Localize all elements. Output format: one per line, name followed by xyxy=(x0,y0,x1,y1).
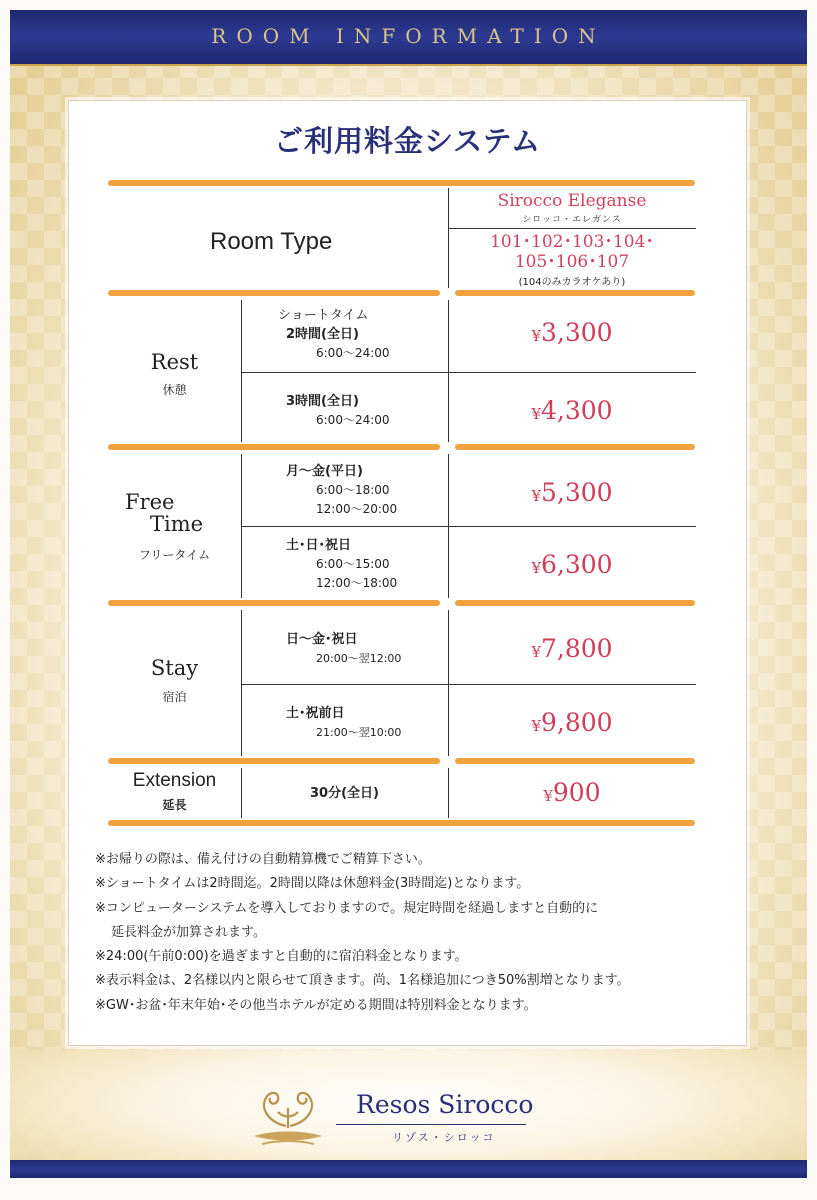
extension-label-jp: 延長 xyxy=(162,798,187,812)
free-label-jp: フリータイム xyxy=(138,548,211,562)
price-value: 7,800 xyxy=(540,634,613,663)
slot-time: 6:00～24:00 xyxy=(316,346,390,360)
price-value: 900 xyxy=(552,778,601,807)
separator-free-right xyxy=(455,600,695,606)
note-item: ※24:00(午前0:00)を過ぎますと自動的に宿泊料金となります。 xyxy=(95,949,468,965)
extension-slot: 30分(全日) xyxy=(310,786,379,801)
yen-symbol: ¥ xyxy=(531,643,541,661)
yen-symbol: ¥ xyxy=(531,559,541,577)
rest-slot-3h xyxy=(286,392,390,430)
separator-header-left xyxy=(108,290,440,296)
yen-symbol: ¥ xyxy=(531,487,541,505)
rest-slot-short xyxy=(278,306,390,363)
swan-logo-icon xyxy=(248,1078,328,1148)
extension-label-en: Extension xyxy=(132,770,217,791)
room-name: Sirocco Eleganse xyxy=(497,191,647,211)
price-value: 6,300 xyxy=(540,550,613,579)
price-free-weekday xyxy=(448,478,696,507)
slot-time: 6:00～24:00 xyxy=(316,413,390,427)
yen-symbol: ¥ xyxy=(531,717,541,735)
rest-row-rule xyxy=(241,372,696,373)
room-numbers xyxy=(448,232,696,272)
room-numbers-line2: 105･106･107 xyxy=(514,252,630,272)
notes-list xyxy=(95,848,630,1018)
free-label-en-1: Free xyxy=(125,490,175,514)
stay-label-en: Stay xyxy=(150,656,199,680)
slot-time: 20:00～翌12:00 xyxy=(316,652,402,665)
brand-underline xyxy=(336,1124,526,1125)
yen-symbol: ¥ xyxy=(543,787,553,805)
room-name-jp: シロッコ・エレガンス xyxy=(522,215,622,225)
stay-slot-weekend xyxy=(286,704,401,742)
brand-name: Resos Sirocco xyxy=(356,1090,534,1119)
separator-rest-right xyxy=(455,444,695,450)
slot-title: 3時間(全日) xyxy=(286,394,359,409)
slot-time: 12:00～18:00 xyxy=(316,576,398,590)
slot-title: 2時間(全日) xyxy=(286,327,359,342)
note-item: ※表示料金は、2名様以内と限らせて頂きます。尚、1名様追加につき50%割増となります。 xyxy=(95,973,630,989)
separator-top xyxy=(108,180,695,186)
slot-pre-title: ショートタイム xyxy=(278,308,369,323)
slot-time: 6:00～18:00 xyxy=(316,483,390,497)
slot-title: 月～金(平日) xyxy=(286,464,363,479)
header-bar xyxy=(10,10,807,66)
price-value: 4,300 xyxy=(540,396,613,425)
header-title: ROOM INFORMATION xyxy=(211,24,606,48)
note-item: ※コンピューターシステムを導入しておりますので。規定時間を経過しますと自動的に xyxy=(95,900,599,916)
free-row-rule xyxy=(241,526,696,527)
price-free-weekend xyxy=(448,550,696,579)
stay-label-jp: 宿泊 xyxy=(162,690,187,704)
separator-header-right xyxy=(455,290,695,296)
brand-kana: リゾス・シロッコ xyxy=(392,1131,496,1144)
price-value: 9,800 xyxy=(540,708,613,737)
rest-divider-a xyxy=(241,300,242,442)
footer-bar xyxy=(10,1160,807,1178)
room-numbers-line1: 101･102･103･104･ xyxy=(490,232,654,252)
slot-title: 土･祝前日 xyxy=(286,706,345,721)
room-type-label: Room Type xyxy=(210,228,333,255)
rest-label-jp: 休憩 xyxy=(162,383,187,397)
note-item: ※お帰りの際は、備え付けの自動精算機でご精算下さい。 xyxy=(95,852,431,867)
price-stay-weekend xyxy=(448,708,696,737)
price-value: 3,300 xyxy=(540,318,613,347)
slot-time: 12:00～20:00 xyxy=(316,502,398,516)
price-rest-3h xyxy=(448,396,696,425)
slot-title: 日～金･祝日 xyxy=(286,632,358,647)
rest-label-en: Rest xyxy=(150,350,199,374)
slot-time: 21:00～翌10:00 xyxy=(316,726,402,739)
slot-title: 土･日･祝日 xyxy=(286,538,352,553)
price-rest-short xyxy=(448,318,696,347)
room-note: (104のみカラオケあり) xyxy=(518,277,626,288)
separator-stay-left xyxy=(108,758,440,764)
stay-divider-a xyxy=(241,610,242,756)
free-slot-weekend xyxy=(286,536,397,593)
note-item: ※GW･お盆･年末年始･その他当ホテルが定める期間は特別料金となります。 xyxy=(95,997,537,1013)
price-value: 5,300 xyxy=(540,478,613,507)
note-item: 延長料金が加算されます。 xyxy=(111,924,266,940)
yen-symbol: ¥ xyxy=(531,327,541,345)
panel-title: ご利用料金システム xyxy=(273,124,542,158)
separator-free-left xyxy=(108,600,440,606)
note-item: ※ショートタイムは2時間迄。2時間以降は休憩料金(3時間迄)となります。 xyxy=(95,876,530,892)
price-stay-weekday xyxy=(448,634,696,663)
header-room-rule xyxy=(448,228,696,229)
price-extension xyxy=(448,778,696,807)
free-label-en-2: Time xyxy=(150,512,204,536)
stay-row-rule xyxy=(241,684,696,685)
separator-stay-right xyxy=(455,758,695,764)
separator-rest-left xyxy=(108,444,440,450)
separator-bottom xyxy=(108,820,695,826)
stay-slot-weekday xyxy=(286,630,401,668)
yen-symbol: ¥ xyxy=(531,405,541,423)
slot-time: 6:00～15:00 xyxy=(316,557,390,571)
free-slot-weekday xyxy=(286,462,397,519)
